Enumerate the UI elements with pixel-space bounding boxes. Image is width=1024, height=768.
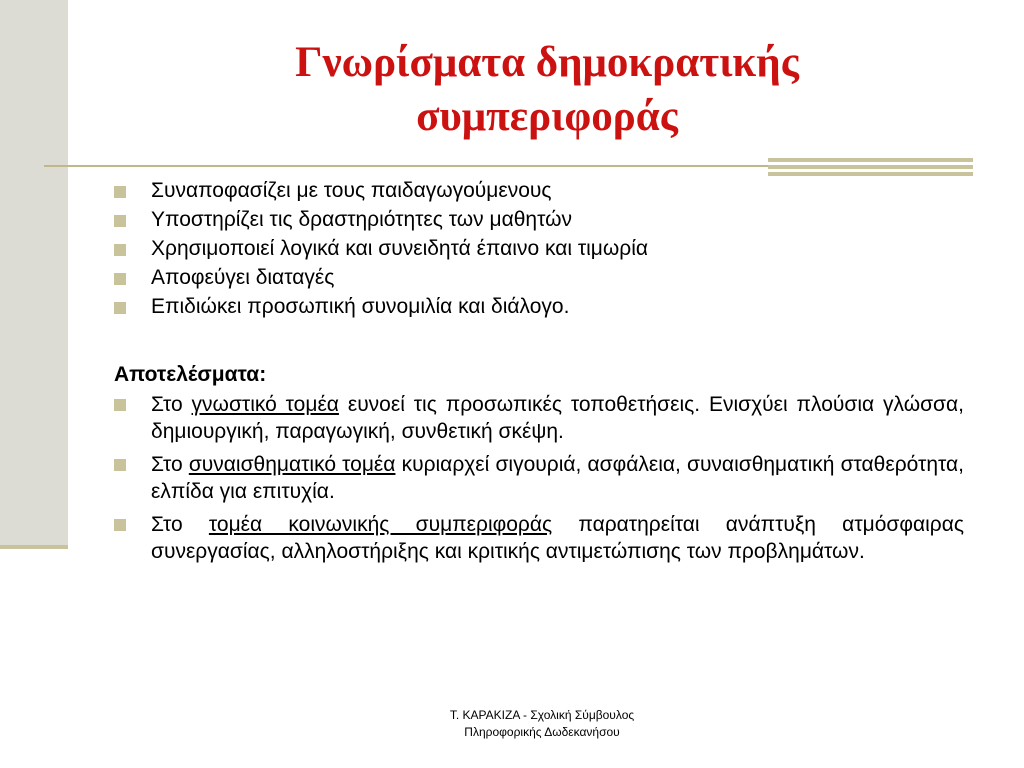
square-bullet-icon bbox=[114, 273, 126, 285]
list-item-text: Υποστηρίζει τις δραστηριότητες των μαθητών bbox=[151, 208, 572, 231]
title-divider-accent bbox=[768, 158, 973, 176]
result-prefix: Στο bbox=[151, 513, 209, 536]
square-bullet-icon bbox=[114, 215, 126, 227]
list-item bbox=[114, 234, 964, 263]
results-list bbox=[114, 391, 964, 565]
result-text: ευνοεί τις προσωπικές τοποθετήσεις. Ενισχύει πλούσια γλώσσα, δημιουργική, παραγωγική, συνθετική σκέψη. bbox=[151, 393, 964, 443]
side-decoration-edge bbox=[0, 545, 68, 549]
list-item bbox=[114, 451, 964, 505]
square-bullet-icon bbox=[114, 302, 126, 314]
square-bullet-icon bbox=[114, 186, 126, 198]
square-bullet-icon bbox=[114, 399, 126, 411]
result-prefix: Στο bbox=[151, 393, 192, 416]
list-item-text: Χρησιμοποιεί λογικά και συνειδητά έπαινο και τιμωρία bbox=[151, 237, 649, 260]
list-item bbox=[114, 176, 964, 205]
list-item-text: Συναποφασίζει με τους παιδαγωγούμενους bbox=[151, 179, 552, 202]
result-underlined-term: τομέα κοινωνικής συμπεριφοράς bbox=[208, 513, 553, 536]
square-bullet-icon bbox=[114, 519, 126, 531]
slide-title-line2: συμπεριφοράς bbox=[416, 93, 678, 140]
list-item bbox=[114, 263, 964, 292]
list-item-text: Αποφεύγει διαταγές bbox=[151, 266, 335, 289]
slide-title bbox=[70, 36, 1024, 144]
square-bullet-icon bbox=[114, 244, 126, 256]
list-item bbox=[114, 511, 964, 565]
results-heading: Αποτελέσματα: bbox=[114, 363, 267, 386]
result-text: παρατηρείται ανάπτυξη ατμόσφαιρας συνεργασίας, αλληλοστήριξης και κριτικής αντιμετώπισης των προβλημάτων. bbox=[151, 513, 964, 563]
result-text: κυριαρχεί σιγουριά, ασφάλεια, συναισθηματική σταθερότητα, ελπίδα για επιτυχία. bbox=[151, 453, 964, 503]
result-underlined-term: γνωστικό τομέα bbox=[191, 393, 339, 416]
title-divider bbox=[44, 165, 772, 167]
footer-line2: Πληροφορικής Δωδεκανήσου bbox=[464, 725, 620, 739]
side-decoration-bar bbox=[0, 0, 68, 548]
list-item bbox=[114, 292, 964, 321]
list-item-text: Επιδιώκει προσωπική συνομιλία και διάλογο. bbox=[151, 295, 570, 318]
result-underlined-term: συναισθηματικό τομέα bbox=[188, 453, 396, 476]
footer-line1: Τ. ΚΑΡΑΚΙΖΑ - Σχολική Σύμβουλος bbox=[449, 708, 635, 722]
result-prefix: Στο bbox=[151, 453, 189, 476]
list-item bbox=[114, 391, 964, 445]
slide-content bbox=[114, 176, 964, 571]
list-item bbox=[114, 205, 964, 234]
traits-list bbox=[114, 176, 964, 321]
slide-title-line1: Γνωρίσματα δημοκρατικής bbox=[295, 39, 799, 86]
square-bullet-icon bbox=[114, 459, 126, 471]
slide-footer bbox=[404, 707, 680, 741]
